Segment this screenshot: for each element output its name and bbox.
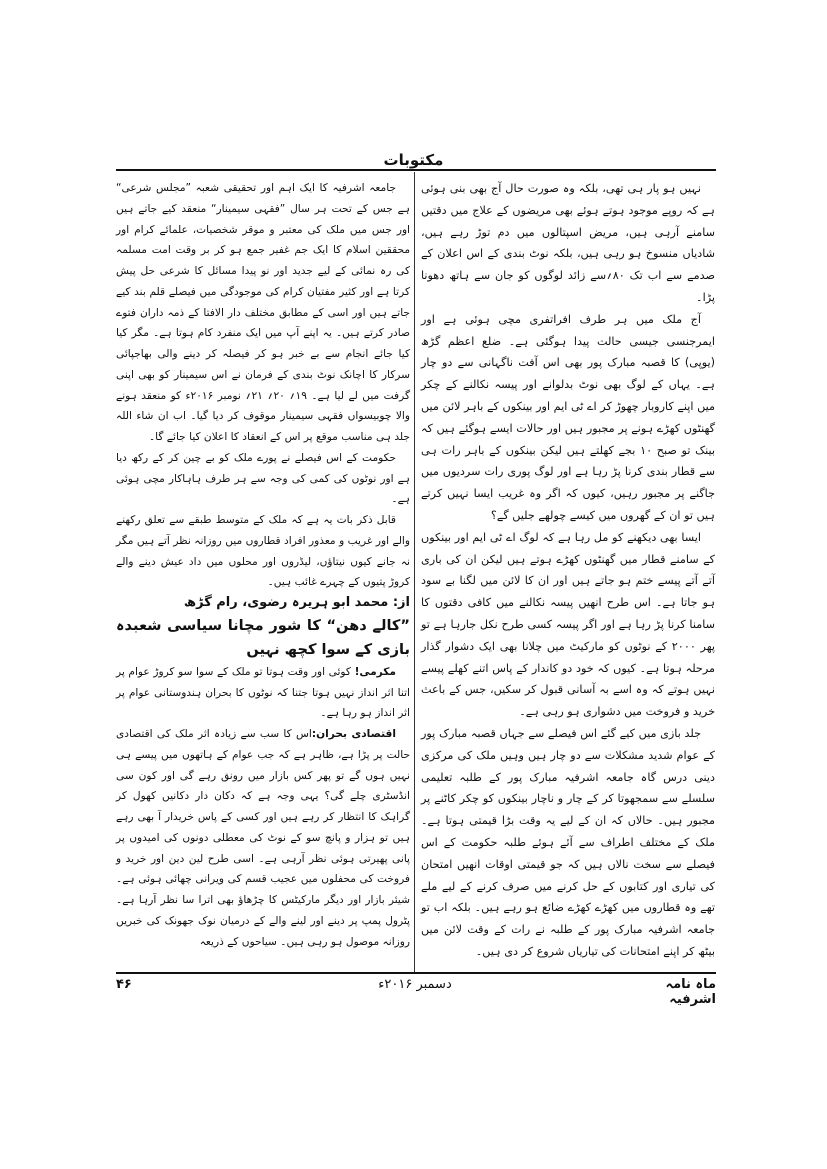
paragraph: قابل ذکر بات یہ ہے کہ ملک کے متوسط طبقے سے تعلق رکھنے والے اور غریب و معذور افراد قطاروں میں روزانہ نظر آتے ہیں مگر نہ جانے کیوں نیتاؤں، لیڈروں اور محلوں میں داد عیش دینے والے کروڑ پتیوں کے چہرے غائب ہیں۔ (116, 514, 410, 589)
salutation: مکرمی! (354, 665, 396, 678)
letter-headline: ”کالے دھن“ کا شور مچانا سیاسی شعبدہ بازی کے سوا کچھ نہیں (116, 616, 410, 658)
footer-divider (116, 972, 716, 974)
paragraph: نہیں ہو پار ہی تھی، بلکہ وہ صورت حال آج بھی بنی ہوئی ہے کہ روپے موجود ہوتے ہوئے بھی مریضوں کے علاج میں دقتیں سامنے آرہی ہیں، مریض اسپتالوں میں دم توڑ رہے ہیں، شادیاں منسوخ ہو رہی ہیں، بلکہ نوٹ بندی کے اس اعلان کے صدمے سے اب تک ۸۰؍سے زائد لوگوں کو جان سے ہاتھ دھونا پڑا۔ (421, 182, 715, 304)
paragraph: آج ملک میں ہر طرف افراتفری مچی ہوئی ہے اور ایمرجنسی جیسی حالت پیدا ہوگئی ہے۔ ضلع اعظم گڑھ (یوپی) کا قصبہ مبارک پور بھی اس آفت ناگہانی سے دو چار ہے۔ یہاں کے لوگ بھی نوٹ بدلوانے اور پیسہ نکالنے کے چکر میں اپنے کاروبار چھوڑ کر اے ٹی ایم اور بینکوں کے باہر لائن میں گھنٹوں کھڑے ہونے پر مجبور ہیں اور حالات ایسے ہوگئے ہیں کہ بینک تو صبح ۱۰ بجے کھلتے ہیں لیکن بینکوں کے باہر رات ہی سے قطار بندی کرنا پڑ رہا ہے اور لوگ پوری رات سردیوں میں جاگنے پر مجبور رہیں، کیوں کہ اگر وہ غریب ایسا نہیں کرتے ہیں تو ان کے گھروں میں کیسے چولھے جلیں گے؟ (421, 312, 715, 522)
paragraph: جامعہ اشرفیہ کا ایک اہم اور تحقیقی شعبہ ”مجلس شرعی“ ہے جس کے تحت ہر سال ”فقہی سیمینار“ منعقد کیے جاتے ہیں اور جس میں ملک کی معتبر و موقر شخصیات، علمائے کرام اور محققین اسلام کا ایک جم غفیر جمع ہو کر بر وقت امت مسلمہ کی رہ نمائی کے لیے جدید اور نو پیدا مسائل کا شرعی حل پیش کرتا ہے اور کثیر مفتیان کرام کی موجودگی میں فیصلے قلم بند کیے جاتے ہیں اور اسی کے مطابق مختلف دار الافتا کے ذمہ داران فتوے صادر کرتے ہیں۔ یہ اپنے آپ میں ایک منفرد کام ہوتا ہے۔ مگر کیا کیا جائے انجام سے بے خبر ہو کر فیصلہ کر دینے والی بھاجپائی سرکار کا اچانک نوٹ بندی کے فرمان نے اس سیمینار کو بھی اپنی گرفت میں لے لیا ہے۔ ۱۹؍ ۲۰؍ ۲۱؍ نومبر ۲۰۱۶ء کو منعقد ہونے والا چوبیسواں فقہی سیمینار موقوف کر دیا گیا۔ اب ان شاء اللہ جلد ہی مناسب موقع پر اس کے انعقاد کا اعلان کیا جائے گا۔ (116, 182, 411, 443)
subheading: اقتصادی بحران: (311, 728, 396, 740)
paragraph-text: کوئی اور وقت ہوتا تو ملک کے سوا سو کروڑ عوام پر اتنا اثر انداز نہیں ہوتا جتنا کہ نوٹوں کا بحران ہندوستانی عوام پر اثر انداز ہو رہا ہے۔ (116, 665, 410, 720)
paragraph-text: اس کا سب سے زیادہ اثر ملک کی اقتصادی حالت پر پڑا ہے، ظاہر ہے کہ جب عوام کے ہاتھوں میں پیسے ہی نہیں ہوں گے تو پھر کس بازار میں رونق رہے گی اور کون سی انڈسٹری چلے گی؟ یہی وجہ ہے کہ دکان دار دکانیں کھول کر گراہک کا انتظار کر رہے ہیں اور کسی کے پاس خریدار آ بھی رہے ہیں تو ہزار و پانچ سو کے نوٹ کی معطلی دونوں کی امیدوں پر پانی پھیرتی ہوئی نظر آرہی ہے۔ اسی طرح لین دین اور خرید و فروخت کی محفلوں میں عجیب قسم کی ویرانی چھائی ہوئی ہے۔ شیئر بازار اور دیگر مارکیٹس کا چڑھاؤ بھی اترا سا نظر آرہا ہے۔ پٹرول پمپ پر دینے اور لینے والے کے درمیان نوک جھونک کی خبریں روزانہ موصول ہو رہی ہیں۔ سیاحوں کے ذریعہ (116, 728, 410, 948)
column-divider (414, 172, 415, 972)
left-column (116, 178, 410, 952)
paragraph: ایسا بھی دیکھنے کو مل رہا ہے کہ لوگ اے ٹی ایم اور بینکوں کے سامنے قطار میں گھنٹوں کھڑے ہوتے ہیں لیکن ان کی باری آتے آتے پیسے ختم ہو جاتے ہیں اور ان کا لائن میں لگنا بے سود ہو جاتا ہے۔ اس طرح انھیں پیسہ نکالنے میں کافی دقتوں کا سامنا کرنا پڑ رہا ہے اور اگر پیسہ کسی طرح نکل جارہا ہے تو پھر ۲۰۰۰ کے نوٹوں کو مارکیٹ میں چلانا بھی ایک دشوار گذار مرحلہ ہوتا ہے۔ کیوں کہ خود دو کاندار کے پاس اتنے کھلے پیسے نہیں ہوتے کہ وہ اسے بہ آسانی قبول کر سکیں، جس کے باعث خرید و فروخت میں دشواری ہو رہی ہے۔ (421, 530, 715, 719)
right-column (421, 178, 715, 963)
issue-date: دسمبر ۲۰۱۶ء (378, 977, 452, 992)
paragraph (116, 662, 410, 724)
paragraph: جلد بازی میں کیے گئے اس فیصلے سے جہاں قصبہ مبارک پور کے عوام شدید مشکلات سے دو چار ہیں وہیں ملک کی مرکزی دینی درس گاہ جامعہ اشرفیہ مبارک پور کے طلبہ تعلیمی سلسلے سے سمجھوتا کر کے چار و ناچار بینکوں کو چکر کاٹنے پر مجبور ہیں۔ حالاں کہ ان کے لیے یہ وقت بڑا قیمتی ہوتا ہے۔ ملک کے مختلف اطراف سے آئے ہوئے طلبہ حکومت کے اس فیصلے سے سخت نالاں ہیں کہ جو قیمتی اوقات انھیں امتحان کی تیاری اور کتابوں کے حل کرنے میں صرف کرنے کے لیے ملے تھے وہ قطاروں میں کھڑے کھڑے ضائع ہو رہے ہیں۔ بلکہ اب تو جامعہ اشرفیہ مبارک پور کے طلبہ نے رات کے وقت لائن میں بیٹھ کر اپنے امتحانات کی تیاریاں شروع کر دی ہیں۔ (421, 726, 715, 958)
magazine-name: ماہ نامہ اشرفیہ (665, 977, 716, 1007)
paragraph: حکومت کے اس فیصلے نے پورے ملک کو بے چین کر کے رکھ دیا ہے اور نوٹوں کی کمی کی وجہ سے ہر طرف ہاہاکار مچی ہوئی ہے۔ (116, 451, 410, 506)
paragraph (116, 724, 410, 952)
section-title: مکتوبات (383, 151, 444, 169)
header-divider (116, 169, 716, 171)
page-number: ۴۶ (116, 977, 132, 992)
author-byline: از: محمد ابو ہریرہ رضوی، رام گڑھ (183, 595, 410, 610)
